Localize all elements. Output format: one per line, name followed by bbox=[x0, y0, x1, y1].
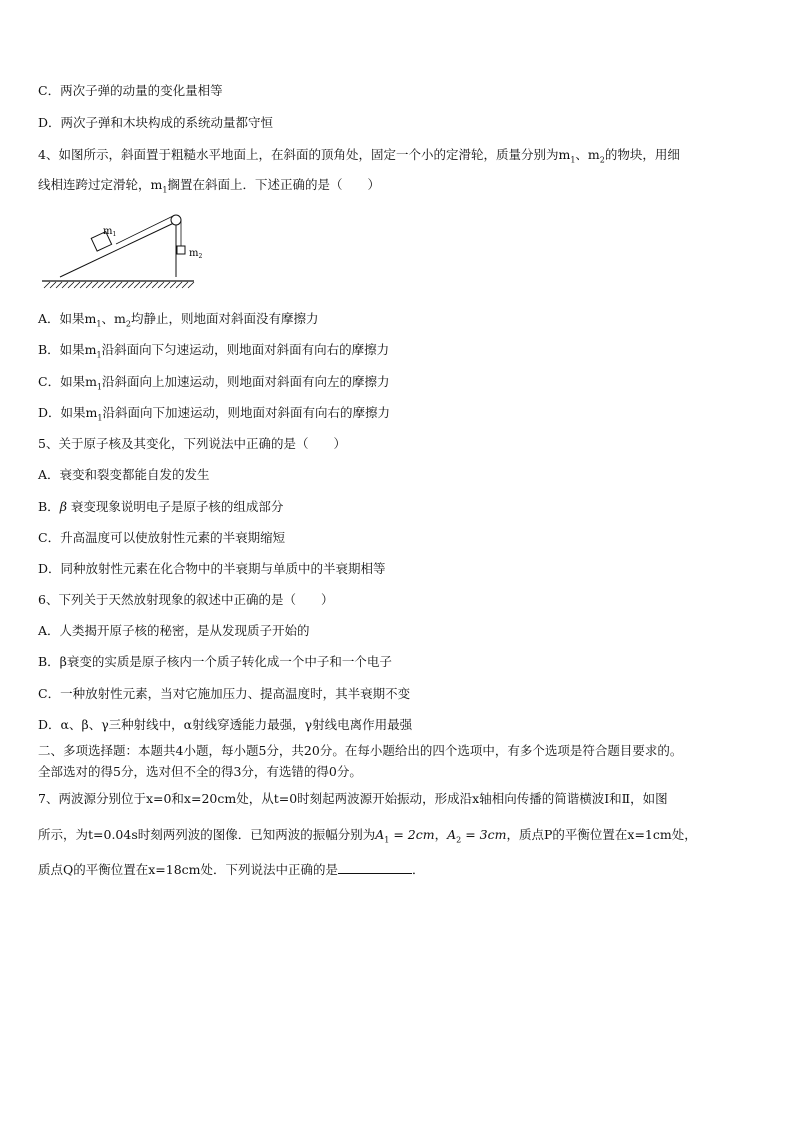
option-d-q4: D．如果$m_1$沿斜面向下加速运动，则地面对斜面有向右的摩擦力 bbox=[38, 405, 390, 423]
section-2-heading: 二、多项选择题：本题共4小题，每小题5分，共20分。在每小题给出的四个选项中，有多个选项是符合题目要求的。 bbox=[38, 743, 683, 758]
option-c-q6: C．一种放射性元素，当对它施加压力、提高温度时，其半衰期不变 bbox=[38, 686, 411, 701]
question-4-line2: 线相连跨过定滑轮，$m_1$搁置在斜面上．下述正确的是（ ） bbox=[38, 177, 380, 195]
option-d-q5: D．同种放射性元素在化合物中的半衰期与单质中的半衰期相等 bbox=[38, 561, 386, 576]
question-5: 5、关于原子核及其变化，下列说法中正确的是（ ） bbox=[38, 436, 346, 451]
option-c-q5: C．升高温度可以使放射性元素的半衰期缩短 bbox=[38, 530, 286, 545]
question-7-line2: 所示，为t=0.04s时刻两列波的图像．已知两波的振幅分别为$A_1 = 2cm$，$A_2 = 3cm$，质点P的平衡位置在x=1cm处， bbox=[38, 827, 697, 845]
answer-blank[interactable] bbox=[338, 862, 412, 874]
question-6: 6、下列关于天然放射现象的叙述中正确的是（ ） bbox=[38, 592, 334, 607]
question-7-line1: 7、两波源分别位于x=0和x=20cm处，从t=0时刻起两波源开始振动，形成沿x轴相向传播的简谐横波Ⅰ和Ⅱ，如图 bbox=[38, 791, 668, 806]
option-c-q3: C．两次子弹的动量的变化量相等 bbox=[38, 83, 223, 98]
option-a-q4: A．如果$m_1$、$m_2$均静止，则地面对斜面没有摩擦力 bbox=[38, 311, 319, 329]
option-a-q6: A．人类揭开原子核的秘密，是从发现质子开始的 bbox=[38, 623, 310, 638]
incline-pulley-figure bbox=[36, 208, 206, 298]
m1-label: $m_1$ bbox=[103, 226, 117, 238]
block-m2 bbox=[177, 246, 185, 254]
option-a-q5: A．衰变和裂变都能自发的发生 bbox=[38, 467, 210, 482]
option-b-q4: B．如果$m_1$沿斜面向下匀速运动，则地面对斜面有向右的摩擦力 bbox=[38, 342, 390, 360]
option-b-q5: B．β 衰变现象说明电子是原子核的组成部分 bbox=[38, 499, 284, 514]
question-7-line3: 质点Q的平衡位置在x=18cm处．下列说法中正确的是 ． bbox=[38, 862, 425, 877]
option-b-q6: B．β衰变的实质是原子核内一个质子转化成一个中子和一个电子 bbox=[38, 654, 392, 669]
section-2-scoring: 全部选对的得5分，选对但不全的得3分，有选错的得0分。 bbox=[38, 764, 362, 779]
question-4-line1: 4、如图所示，斜面置于粗糙水平地面上，在斜面的顶角处，固定一个小的定滑轮，质量分别为$m_1$、$m_2$的物块，用细 bbox=[38, 147, 680, 165]
option-c-q4: C．如果$m_1$沿斜面向上加速运动，则地面对斜面有向左的摩擦力 bbox=[38, 374, 390, 392]
option-d-q6: D．α、β、γ三种射线中，α射线穿透能力最强，γ射线电离作用最强 bbox=[38, 717, 413, 732]
m2-label: $m_2$ bbox=[189, 248, 203, 260]
option-d-q3: D．两次子弹和木块构成的系统动量都守恒 bbox=[38, 115, 274, 130]
incline-surface bbox=[60, 222, 176, 277]
